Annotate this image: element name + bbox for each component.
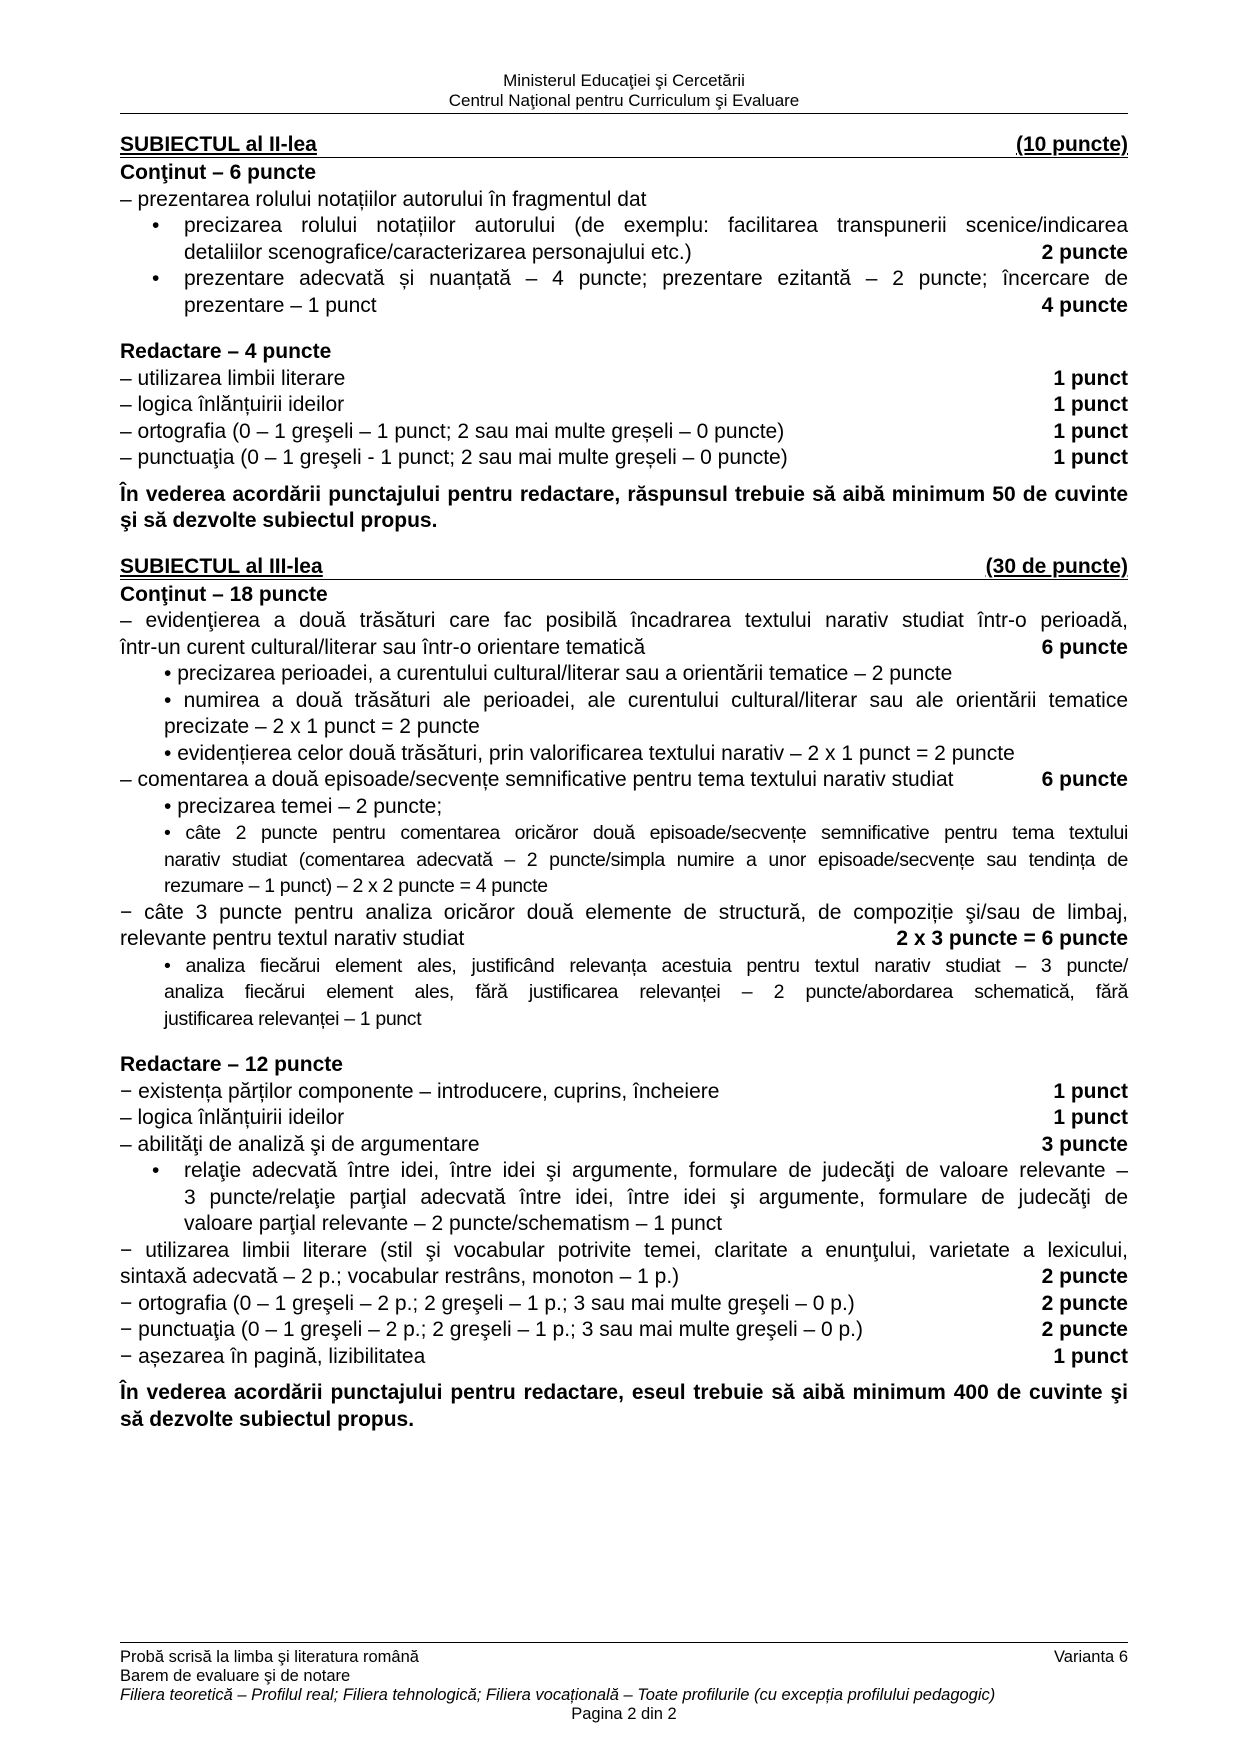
subject-3-heading	[120, 555, 1128, 580]
s3-c2: – comentarea a două episoade/secvențe semnificative pentru tema textului narativ studiat 6 puncte	[120, 767, 1128, 794]
s3-c2-bullet-2: • câte 2 puncte pentru comentarea oricăror două episoade/secvențe semnificative pentru tema textului narativ studiat (comentarea adecvată – 2 puncte/simpla numire a unor episoade/secvențe sau tendința de rezumare – 1 punct) – 2 x 2 puncte = 4 puncte	[164, 822, 1129, 897]
s3-content-title: Conţinut – 18 puncte	[120, 582, 328, 606]
points-value: 4 puncte	[1041, 293, 1128, 317]
s2-writing-row: – utilizarea limbii literare 1 punct	[120, 366, 1128, 390]
points-value: 2 puncte	[1041, 240, 1128, 264]
s2-writing-row: – ortografia (0 – 1 greşeli – 1 punct; 2 sau mai multe greșeli – 0 puncte) 1 punct	[120, 419, 1128, 443]
subject-3-points: (30 de puncte)	[985, 554, 1128, 578]
s2-writing-title: Redactare – 4 puncte	[120, 340, 332, 363]
s2-writing-row: – punctuaţia (0 – 1 greşeli - 1 punct; 2 sau mai multe greșeli – 0 puncte) 1 punct	[120, 446, 1128, 469]
center-name: Centrul Naţional pentru Curriculum şi Evaluare	[448, 91, 800, 110]
footer-profiles: Filiera teoretică – Profilul real; Filiera tehnologică; Filiera vocațională – Toate profilurile (cu excepția profilului pedagogic)	[120, 1686, 996, 1704]
bullet-icon: •	[152, 267, 160, 290]
footer-divider	[120, 1642, 1128, 1643]
header-divider	[120, 113, 1128, 114]
footer-exam: Probă scrisă la limba şi literatura română	[120, 1648, 419, 1666]
s3-c1-bullet-2: • numirea a două trăsături ale perioadei, ale curentului cultural/literar sau ale orientării tematice precizate – 2 x 1 punct = 2 puncte	[164, 688, 1129, 738]
page-footer	[120, 1648, 1128, 1724]
bullet-icon: •	[152, 214, 160, 237]
s2-writing-row: – logica înlănțuirii ideilor 1 punct	[120, 393, 1128, 416]
document-page	[120, 0, 1128, 1755]
s3-c1-bullet-3: • evidențierea celor două trăsături, prin valorificarea textului narativ – 2 x 1 punct = 2 puncte	[164, 741, 1015, 765]
subject-3-title: SUBIECTUL al III-lea	[120, 554, 323, 578]
footer-variant: Varianta 6	[1054, 1648, 1128, 1666]
s3-r3-bullet: • relaţie adecvată între idei, între idei şi argumente, formulare de judecăţi de valoare relevante – 3 puncte/relaţie parţial adecvată între idei, între idei şi argumente, formulare de judecăţi de valoare parţial relevante – 2 puncte/schematism – 1 punct	[152, 1158, 1128, 1238]
s2-content-item: – prezentarea rolului notațiilor autorului în fragmentul dat	[120, 187, 647, 211]
page-header	[120, 71, 1128, 111]
subject-2-points: (10 puncte)	[1015, 133, 1128, 156]
document-body: SUBIECTUL al II-lea (10 puncte) Conţinut – 6 puncte – prezentarea rolului notațiilor autorului în fragmentul dat • precizarea rolului notațiilor autorului (de exemplu: facilitarea transpunerii scenice/indicarea detaliilor scenografice/caracterizarea personajului etc.) 2 puncte • prezentare adecvată și nuanțată – 4 puncte; prezentare ezitantă – 2 puncte; încercare de prezentare – 1 punct 4 puncte Redactare – 4 puncte – utilizarea limbii literare 1 punct – logica înlănțuirii ideilor 1 punct – ortografia (0 – 1 greşeli – 1 punct; 2 sau mai multe greșeli – 0 puncte) 1 punct – punctuaţia (0 – 1 greşeli - 1 punct; 2 sau mai multe greșeli – 0 puncte) 1 punct În vederea acordării punctajului pentru redactare, răspunsul trebuie să aibă minimum 50 de cuvinte şi să dezvolte subiectul propus. SUBIECTUL al III-lea (30 de puncte) Conţinut – 18 puncte – evidenţierea a două trăsături care fac posibilă încadrarea textului narativ studiat într-o perioadă, într-un curent cultural/literar sau într-o orientare tematică 6 puncte • precizarea perioadei, a curentului cultural/literar sau a orientării tematice – 2 puncte • numirea a două trăsături ale perioadei, ale curentului cultural/literar sau ale orientării tematice precizate – 2 x 1 punct = 2 puncte • evidențierea celor două trăsături, prin valorificarea textului narativ – 2 x 1 punct = 2 puncte – comentarea a două episoade/secvențe semnificative pentru tema textului narativ studiat 6 puncte • precizarea temei – 2 puncte; • câte 2 puncte pentru comentarea oricăror două episoade/secvențe semnificative pentru tema textului narativ studiat (comentarea adecvată – 2 puncte/simpla numire a unor episoade/secvențe sau tendința de rezumare – 1 punct) – 2 x 2 puncte = 4 puncte − câte 3 puncte pentru analiza oricăror două elemente de structură, de compoziție şi/sau de limbaj, relevante pentru textul narativ studiat 2 x 3 puncte = 6 puncte • analiza fiecărui element ales, justificând relevanța acestuia pentru textul narativ studiat – 3 puncte/ analiza fiecărui element ales, fără justificarea relevanței – 2 puncte/abordarea schematică, fără justificarea relevanței – 1 punct Redactare – 12 puncte − existența părților componente – introducere, cuprins, încheiere 1 punct – logica înlănțuirii ideilor 1 punct – abilităţi de analiză şi de argumentare 3 puncte • relaţie adecvată între idei, între idei şi argumente, formulare de judecăţi de valoare relevante – 3 puncte/relaţie parţial adecvată între idei, între idei şi argumente, formulare de judecăţi de valoare parţial relevante – 2 puncte/schematism – 1 punct − utilizarea limbii literare (stil şi vocabular potrivite temei, claritate a enunţului, varietate a lexicului, sintaxă adecvată – 2 p.; vocabular restrâns, monoton – 1 p.) 2 puncte − ortografia (0 – 1 greşeli – 2 p.; 2 greşeli – 1 p.; 3 sau mai multe greşeli – 0 p.) 2 puncte − punctuaţia (0 – 1 greşeli – 2 p.; 2 greşeli – 1 p.; 3 sau mai multe greşeli – 0 p.) 2 puncte − așezarea în pagină, lizibilitatea 1 punct În vederea acordării punctajului pentru redactare, eseul trebuie să aibă minimum 400 de cuvinte şi să dezvolte subiectul propus.	[120, 133, 1128, 1433]
s3-c2-bullet-1: • precizarea temei – 2 puncte;	[164, 794, 443, 818]
subject-2-title: SUBIECTUL al II-lea	[120, 133, 317, 156]
s3-writing-title: Redactare – 12 puncte	[120, 1053, 343, 1076]
s3-c1-bullet-1: • precizarea perioadei, a curentului cultural/literar sau a orientării tematice – 2 puncte	[164, 662, 953, 685]
ministry-name: Ministerul Educaţiei şi Cercetării	[503, 71, 745, 90]
s3-note: În vederea acordării punctajului pentru redactare, eseul trebuie să aibă minimum 400 de cuvinte şi să dezvolte subiectul propus.	[120, 1381, 1128, 1431]
points-value: 2 x 3 puncte = 6 puncte	[896, 927, 1128, 950]
footer-barem: Barem de evaluare şi de notare	[120, 1667, 351, 1685]
points-value: 6 puncte	[1041, 768, 1128, 791]
bullet-icon: •	[152, 1159, 160, 1182]
subject-2-heading	[120, 133, 1128, 158]
s2-note: În vederea acordării punctajului pentru redactare, răspunsul trebuie să aibă minimum 50 de cuvinte şi să dezvolte subiectul propus.	[120, 482, 1128, 532]
points-value: 6 puncte	[1041, 635, 1128, 659]
s3-c3-bullet-1: • analiza fiecărui element ales, justificând relevanța acestuia pentru textul narativ studiat – 3 puncte/ analiza fiecărui element ales, fără justificarea relevanței – 2 puncte/abordarea schematică, fără justificarea relevanței – 1 punct	[164, 954, 1128, 1030]
s2-content-title: Conţinut – 6 puncte	[120, 161, 316, 184]
s2-bullet-1: • precizarea rolului notațiilor autorului (de exemplu: facilitarea transpunerii scenice/indicarea detaliilor scenografice/caracterizarea personajului etc.) 2 puncte	[152, 213, 1128, 266]
footer-page-number: Pagina 2 din 2	[571, 1705, 677, 1723]
s2-bullet-2: • prezentare adecvată și nuanțată – 4 puncte; prezentare ezitantă – 2 puncte; încercare de prezentare – 1 punct 4 puncte	[152, 266, 1128, 319]
